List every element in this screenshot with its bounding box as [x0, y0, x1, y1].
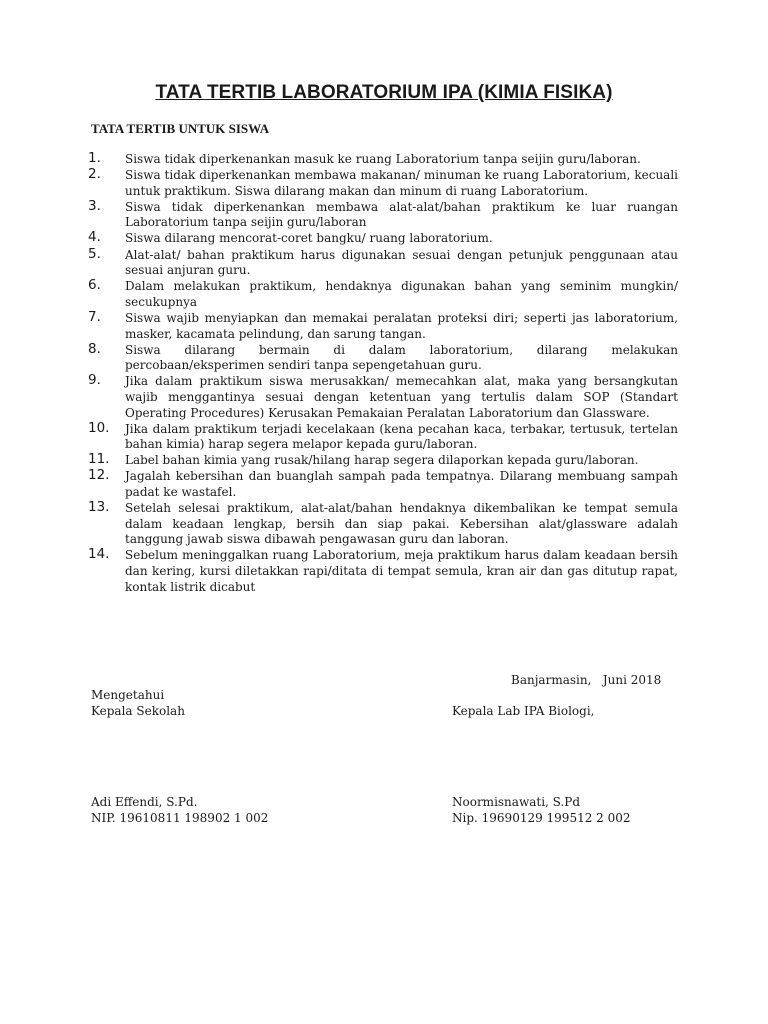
rule-number: 10.: [88, 419, 110, 436]
section-subtitle: TATA TERTIB UNTUK SISWA: [91, 121, 270, 136]
rule-text: Setelah selesai praktikum, alat-alat/bahan hendaknya dikembalikan ke tempat semula dalam keadaan lengkap, bersih dan siap pakai. Kebersihan alat/glassware adalah tanggung jawab siswa dibawah pengawasan guru dan laboran.: [125, 501, 678, 547]
rule-text: Label bahan kimia yang rusak/hilang harap segera dilaporkan kepada guru/laboran.: [125, 453, 639, 468]
principal-role: Kepala Sekolah: [91, 703, 185, 718]
principal-nip: NIP. 19610811 198902 1 002: [91, 810, 269, 825]
rule-text: Sebelum meninggalkan ruang Laboratorium, meja praktikum harus dalam keadaan bersih dan kering, kursi diletakkan rapi/ditata di tempat semula, kran air dan gas ditutup rapat, kontak listrik dicabut: [125, 548, 678, 594]
left-signature-header: [91, 688, 185, 719]
right-signature-block: [452, 795, 631, 826]
list-item: [88, 231, 678, 247]
principal-name: Adi Effendi, S.Pd.: [91, 795, 198, 809]
rule-number: 5.: [88, 245, 101, 262]
list-item: [88, 340, 678, 374]
left-signature-block: [91, 795, 268, 826]
rule-number: 8.: [88, 340, 101, 357]
rule-text: Siswa tidak diperkenankan masuk ke ruang Laboratorium tanpa seijin guru/laboran.: [125, 152, 641, 166]
lab-head-role: Kepala Lab IPA Biologi,: [452, 704, 595, 718]
rule-number: 12.: [88, 467, 110, 484]
rule-number: 14.: [88, 546, 110, 563]
rule-number: 2.: [88, 166, 101, 183]
list-item: [88, 374, 678, 421]
list-item: [88, 419, 678, 453]
rule-number: 11.: [88, 451, 110, 468]
list-item: [88, 168, 678, 199]
list-item: [88, 197, 678, 231]
rule-text: Siswa tidak diperkenankan membawa makanan/ minuman ke ruang Laboratorium, kecuali untuk praktikum. Siswa dilarang makan dan minum di ruang Laboratorium.: [125, 168, 678, 198]
rule-text: Siswa tidak diperkenankan membawa alat-alat/bahan praktikum ke luar ruangan Laboratorium tanpa seijin guru/laboran: [125, 199, 678, 230]
list-item: [88, 548, 678, 595]
list-item: [88, 501, 678, 548]
rule-text: Siswa wajib menyiapkan dan memakai peralatan proteksi diri; seperti jas laboratorium, masker, kacamata pelindung, dan sarung tangan.: [125, 310, 678, 341]
place-date: Banjarmasin, Juni 2018: [511, 673, 662, 687]
rules-list: [88, 152, 678, 596]
list-item: [88, 308, 678, 342]
rule-number: 7.: [88, 308, 101, 325]
rule-text: Siswa dilarang bermain di dalam laboratorium, dilarang melakukan percobaan/eksperimen sendiri tanpa sepengetahuan guru.: [125, 342, 678, 373]
rule-text: Jika dalam praktikum siswa merusakkan/ memecahkan alat, maka yang bersangkutan wajib menggantinya sesuai dengan ketentuan yang tertulis dalam SOP (Standart Operating Procedures) Kerusakan Pemakaian Peralatan Laboratorium dan Glassware.: [125, 374, 678, 420]
rule-text: Dalam melakukan praktikum, hendaknya digunakan bahan yang seminim mungkin/ secukupnya: [125, 279, 678, 309]
right-signature-header: [452, 704, 594, 720]
list-item: [88, 279, 678, 310]
list-item: [88, 152, 678, 168]
list-item: [88, 469, 678, 500]
lab-head-name: Noormisnawati, S.Pd: [452, 795, 581, 809]
rule-text: Jagalah kebersihan dan buanglah sampah pada tempatnya. Dilarang membuang sampah padat ke wastafel.: [125, 469, 678, 499]
lab-head-nip: Nip. 19690129 199512 2 002: [452, 810, 631, 825]
rule-number: 13.: [88, 499, 110, 516]
list-item: [88, 245, 678, 279]
rule-text: Jika dalam praktikum terjadi kecelakaan (kena pecahan kaca, terbakar, tertusuk, tertelan bahan kimia) harap segera melapor kepada guru/laboran.: [125, 421, 678, 452]
rule-number: 6.: [88, 277, 101, 294]
rule-text: Siswa dilarang mencorat-coret bangku/ ruang laboratorium.: [125, 231, 493, 246]
rule-number: 1.: [88, 150, 101, 166]
rule-text: Alat-alat/ bahan praktikum harus digunakan sesuai dengan petunjuk penggunaan atau sesuai anjuran guru.: [125, 247, 678, 278]
rule-number: 3.: [88, 197, 101, 214]
list-item: [88, 453, 678, 469]
rule-number: 9.: [88, 372, 101, 389]
page-title: TATA TERTIB LABORATORIUM IPA (KIMIA FISIKA): [155, 82, 613, 103]
acknowledge-label: Mengetahui: [91, 688, 165, 702]
rule-number: 4.: [88, 229, 101, 246]
